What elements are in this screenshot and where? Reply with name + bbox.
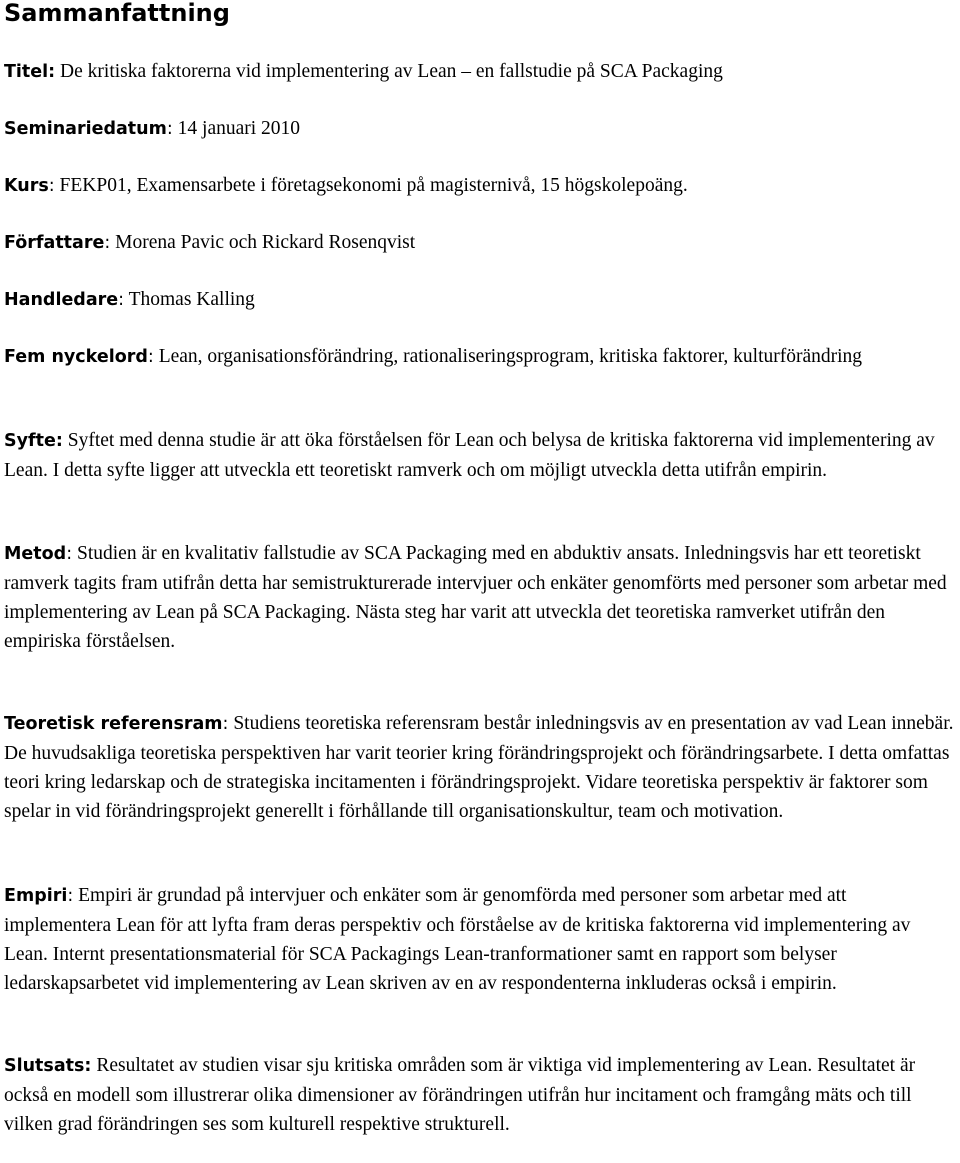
purpose-section (4, 426, 956, 485)
title-label: Titel: (4, 62, 56, 82)
page-heading: Sammanfattning (4, 0, 230, 27)
keywords-section (4, 342, 956, 372)
conclusion-text: Resultatet av studien visar sju kritiska områden som är viktiga vid implementering av Lean. Resultatet är också en modell som illustrerar olika dimensioner av förändringen utifrån hur incitament och framgång mäts och till vilken grad förändringen ses som kulturell respektive strukturell. (4, 1055, 916, 1135)
empirics-separator: : (67, 886, 74, 906)
empirics-section (4, 881, 956, 998)
method-separator: : (66, 544, 73, 564)
seminar-date-line (4, 114, 956, 144)
title-line (4, 57, 956, 87)
empirics-text: Empiri är grundad på intervjuer och enkäter som är genomförda med personer som arbetar med att implementera Lean för att lyfta fram deras perspektiv och förståelse av de kritiska faktorerna vid implementering av Lean. Internt presentationsmaterial för SCA Packagings Lean-tranformationer samt en rapport som belyser ledarskapsarbetet vid implementering av Lean skriven av en av respondenterna inkluderas också i empirin. (4, 885, 911, 994)
conclusion-section (4, 1051, 956, 1139)
supervisor-label: Handledare (4, 290, 119, 310)
purpose-label: Syfte: (4, 431, 63, 451)
method-text: Studien är en kvalitativ fallstudie av SCA Packaging med en abduktiv ansats. Inledningsvis har ett teoretiskt ramverk tagits fram utifrån detta har semistrukturerade intervjuer och enkäter genomförts med personer som arbetar med implementering av Lean på SCA Packaging. Nästa steg har varit att utveckla det teoretiska ramverket utifrån den empiriska förståelsen. (4, 543, 947, 652)
seminar-date-separator: : (166, 119, 173, 139)
supervisor-line (4, 285, 956, 315)
empirics-label: Empiri (4, 886, 68, 906)
theory-text: Studiens teoretiska referensram består inledningsvis av en presentation av vad Lean innebär. De huvudsakliga teoretiska perspektiven har varit teorier kring förändringsprojekt och förändringsarbete. I detta omfattas teori kring ledarskap och de strategiska incitamenten i förändringsprojekt. Vidare teoretiska perspektiv är faktorer som spelar in vid förändringsprojekt generellt i förhållande till organisationskultur, team och motivation. (4, 713, 954, 822)
course-line (4, 171, 956, 201)
authors-label: Författare (4, 233, 105, 253)
seminar-date-label: Seminariedatum (4, 119, 167, 139)
conclusion-label: Slutsats: (4, 1056, 92, 1076)
course-text: FEKP01, Examensarbete i företagsekonomi på magisternivå, 15 högskolepoäng. (54, 175, 688, 196)
keywords-separator: : (147, 347, 154, 367)
method-label: Metod (4, 544, 67, 564)
supervisor-separator: : (118, 290, 125, 310)
authors-text: Morena Pavic och Rickard Rosenqvist (110, 232, 416, 253)
course-label: Kurs (4, 176, 49, 196)
supervisor-text: Thomas Kalling (124, 289, 255, 310)
course-separator: : (48, 176, 55, 196)
seminar-date-text: 14 januari 2010 (172, 118, 301, 139)
theory-separator: : (222, 714, 229, 734)
keywords-text: Lean, organisationsförändring, rationaliseringsprogram, kritiska faktorer, kulturförändring (153, 346, 863, 367)
theory-label: Teoretisk referensram (4, 714, 223, 734)
method-section (4, 539, 956, 656)
purpose-text: Syftet med denna studie är att öka förståelsen för Lean och belysa de kritiska faktorerna vid implementering av Lean. I detta syfte ligger att utveckla ett teoretiskt ramverk och om möjligt utveckla detta utifrån empirin. (4, 430, 935, 481)
keywords-label: Fem nyckelord (4, 347, 148, 367)
theory-section (4, 709, 956, 826)
title-text: De kritiska faktorerna vid implementering av Lean – en fallstudie på SCA Packaging (55, 61, 723, 82)
authors-separator: : (104, 233, 111, 253)
authors-line (4, 228, 956, 258)
